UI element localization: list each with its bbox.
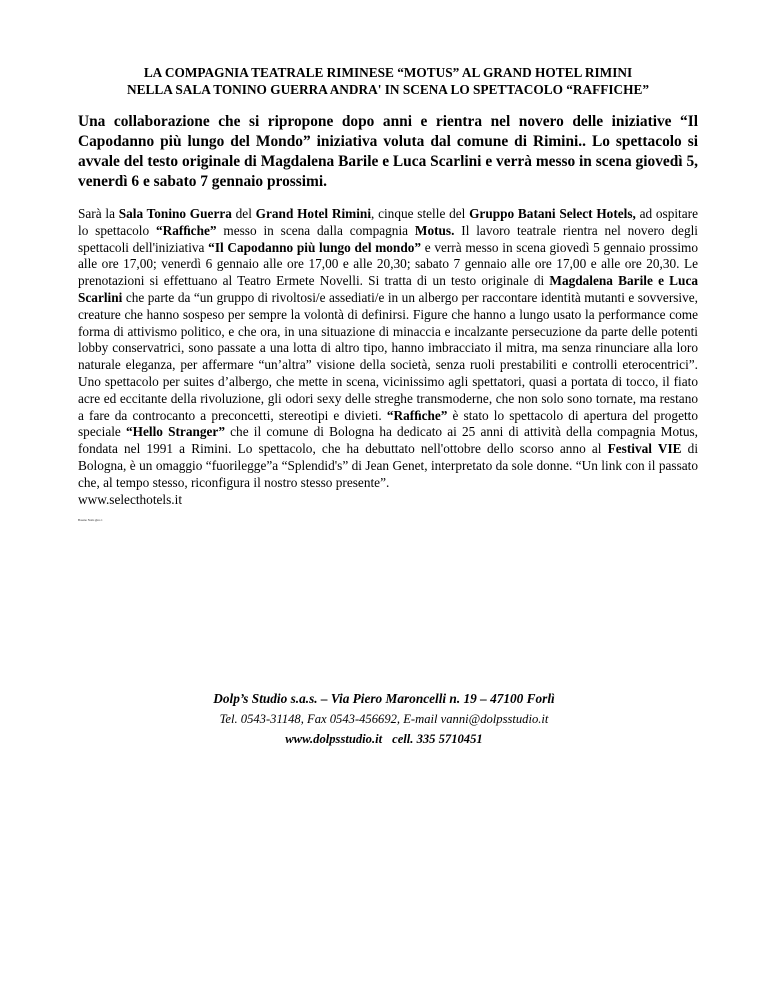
body-bold: Motus.: [414, 222, 455, 238]
body-text: , cinque stelle del: [371, 206, 470, 221]
press-release: [78, 64, 698, 522]
body-bold: “Rafﬁche”: [155, 222, 217, 238]
body-text: che il comune di Bologna ha dedicato ai 25 anni di attività della compagnia Motus, fondata nel 1991 a Rimini. Lo spettacolo, che ha debuttato nell'ottobre dello scorso anno al: [78, 424, 698, 457]
body-bold: “Rafﬁche”: [386, 407, 448, 423]
footer-web-line: [0, 729, 768, 749]
body-text: è stato lo spettacolo di apertura del progetto speciale: [78, 407, 699, 440]
body-text: che parte da “un gruppo di rivoltosi/e assediati/e in un albergo per raccontare identità mutanti e sovversive, creature che hanno sospeso per sempre la volontà di definirsi. Figure che hanno a lungo usato la performance come forma di attivismo politico, e che ora, in una situazione di minaccia e incalzante persecuzione da parte delle potenti lobby conservatrici, sono passate a una lotta di altro tipo, hanno imbracciato il mitra, ma senza rinunciare alla loro naturale eleganza, per affermare “un’altra” visione della società, senza ruoli prestabiliti e controlli eterocentrici”. Uno spettacolo per suites d’albergo, che mette in scena, vicinissimo agli spettatori, quasi a portata di tocco, il fiato acre ed eccitante della rivoluzione, gli odori sexy delle streghe transmoderne, che non solo sono tornate, ma restano a fare da controcanto a preconcetti, stereotipi e divieti.: [78, 289, 698, 423]
footer-company: Dolp’s Studio s.a.s. – Via Piero Maroncelli n. 19 – 47100 Forlì: [213, 691, 555, 706]
body-text: Il lavoro teatrale rientra nel novero degli spettacoli dell'iniziativa: [78, 222, 698, 255]
footer-website-link[interactable]: www.dolpsstudio.it: [285, 732, 383, 746]
website-link[interactable]: www.selecthotels.it: [78, 491, 183, 507]
body-bold: Festival VIE: [607, 441, 682, 457]
body-paragraph: [78, 206, 698, 492]
body-text: ad ospitare lo spettacolo: [78, 206, 698, 238]
body-bold: Grand Hotel Rimini: [255, 206, 372, 221]
body-text: di Bologna, è un omaggio “fuorilegge”a “Splendid's” di Jean Genet, interpretato da sole donne. “Un link con il passato che, al tempo stesso, riconfigura il nostro stesso presente”.: [78, 441, 699, 490]
headline: [78, 64, 698, 98]
footer-cell: cell. 335 5710451: [392, 732, 483, 746]
footer-contacts: Tel. 0543-31148, Fax 0543-456692, E-mail vanni@dolpsstudio.it: [219, 712, 549, 726]
headline-line-1: LA COMPAGNIA TEATRALE RIMINESE “MOTUS” AL GRAND HOTEL RIMINI: [143, 65, 633, 80]
body-text: del: [231, 206, 256, 221]
body-text: messo in scena dalla compagnia: [216, 222, 415, 238]
headline-line-2: NELLA SALA TONINO GUERRA ANDRA' IN SCENA LO SPETTACOLO “RAFFICHE”: [126, 82, 649, 97]
tiny-note: Bosano Notis gino 1: [78, 518, 103, 523]
body-text: e verrà messo in scena giovedì 5 gennaio prossimo alle ore 17,00; venerdì 6 gennaio alle ore 17,00 e alle 20,30; sabato 7 gennaio alle ore 17,00 e alle ore 20,30. Le prenotazioni si effettuano al Teatro Ermete Novelli. Si tratta di un testo originale di: [78, 239, 699, 289]
body-bold: Magdalena Barile e Luca Scarlini: [78, 273, 698, 305]
body-text: Sarà la: [78, 206, 119, 221]
body-bold: Sala Tonino Guerra: [118, 206, 232, 221]
body-bold: “Hello Stranger”: [126, 424, 225, 440]
footer: [0, 689, 768, 749]
body-bold: “Il Capodanno più lungo del mondo”: [208, 239, 422, 255]
lead-paragraph: Una collaborazione che si ripropone dopo anni e rientra nel novero delle iniziative “Il Capodanno più lungo del Mondo” iniziativa voluta dal comune di Rimini.. Lo spettacolo si avvale del testo originale di Magdalena Barile e Luca Scarlini e verrà messo in scena giovedì 5, venerdì 6 e sabato 7 gennaio prossimi.: [78, 113, 698, 190]
body-bold: Gruppo Batani Select Hotels,: [469, 206, 636, 221]
